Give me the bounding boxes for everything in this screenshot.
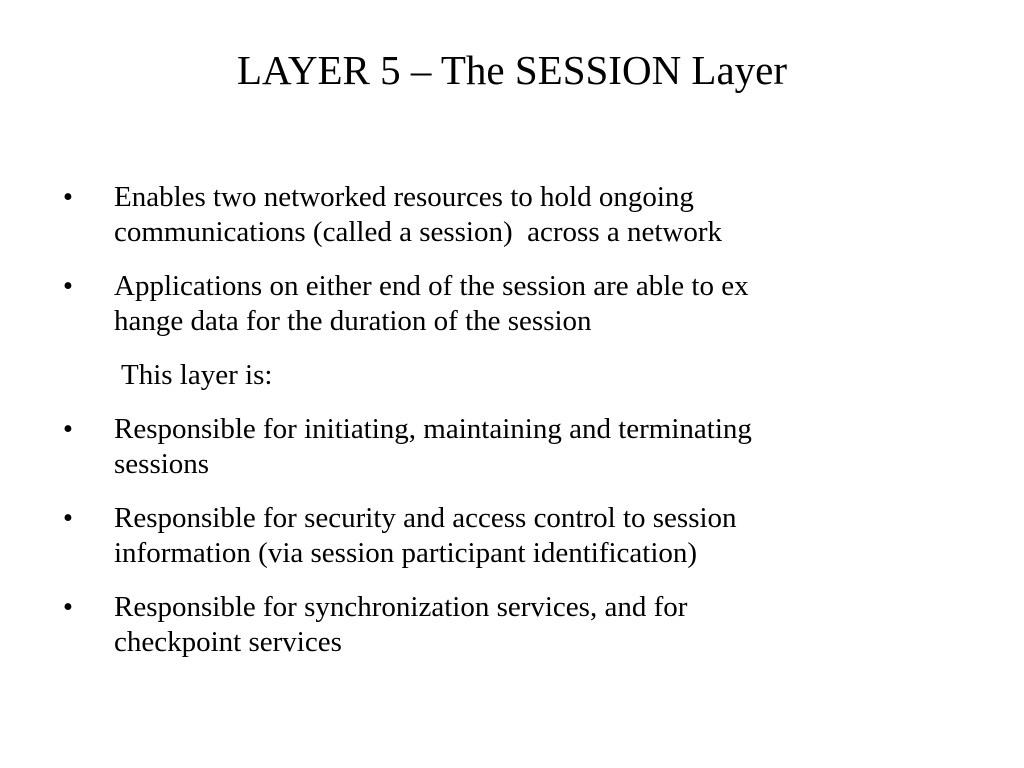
slide-body: [58, 180, 958, 679]
bullet-item: [58, 590, 958, 660]
bullet-item: [58, 269, 958, 339]
bullet-text-line: Enables two networked resources to hold ongoing: [114, 181, 694, 213]
bullet-icon: •: [62, 413, 74, 445]
bullet-text-line: sessions: [114, 448, 210, 480]
bullet-text-line: Responsible for initiating, maintaining and terminating: [114, 413, 752, 445]
bullet-icon: •: [62, 591, 74, 623]
subheading: This layer is:: [121, 359, 273, 391]
bullet-icon: •: [62, 502, 74, 534]
slide-title: LAYER 5 – The SESSION Layer: [236, 47, 788, 93]
bullet-text-line: Applications on either end of the session are able to ex: [114, 270, 749, 302]
bullet-item: [58, 180, 958, 250]
bullet-text-line: information (via session participant identification): [114, 537, 698, 569]
bullet-text-line: communications (called a session) across a network: [114, 216, 723, 248]
bullet-text-line: hange data for the duration of the session: [114, 305, 592, 337]
bullet-item: [58, 501, 958, 571]
bullet-text-line: Responsible for synchronization services, and for: [114, 591, 688, 623]
bullet-icon: •: [62, 181, 74, 213]
bullet-item: [58, 412, 958, 482]
bullet-text-line: checkpoint services: [114, 626, 342, 658]
bullet-text-line: Responsible for security and access control to session: [114, 502, 737, 534]
bullet-icon: •: [62, 270, 74, 302]
